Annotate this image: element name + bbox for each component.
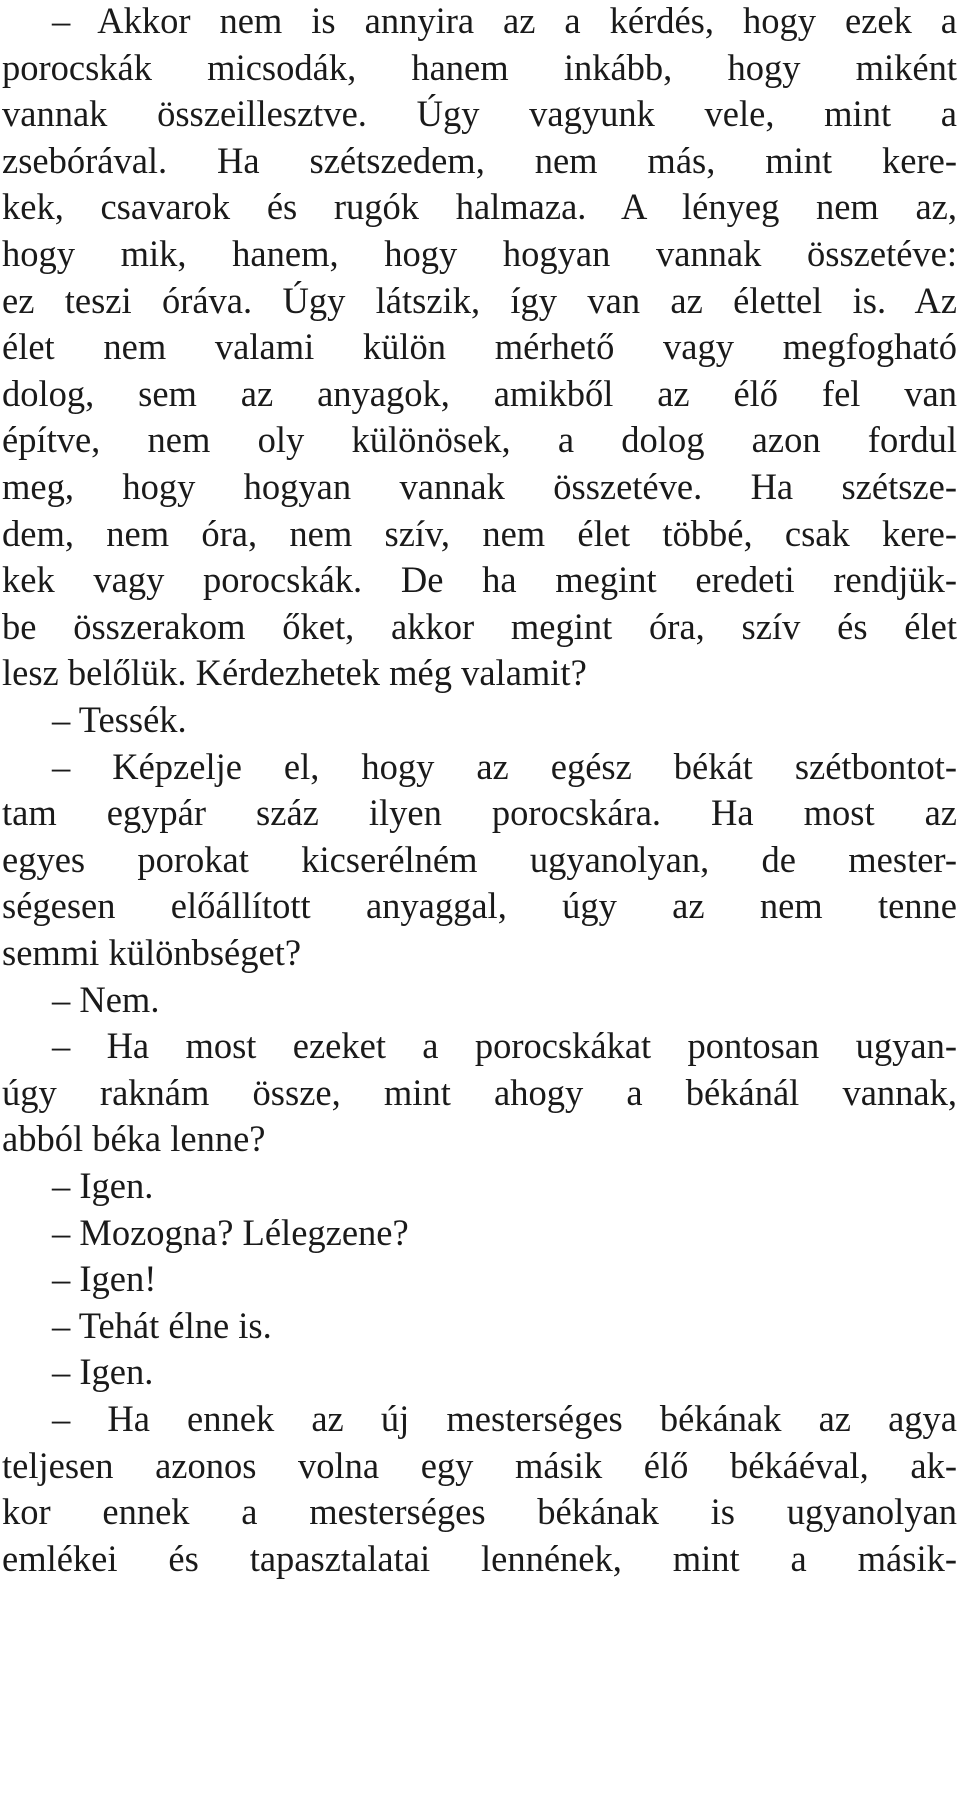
text-line: egyes porokat kicserélném ugyanolyan, de mester-	[2, 838, 957, 880]
text-line: emlékei és tapasztalatai lennének, mint a másik-	[2, 1537, 957, 1579]
text-line: – Ha most ezeket a porocskákat pontosan ugyan-	[52, 1025, 957, 1067]
text-line: vannak összeillesztve. Úgy vagyunk vele, mint a	[2, 93, 957, 135]
text-line: – Igen.	[52, 1351, 154, 1393]
text-line: porocskák micsodák, hanem inkább, hogy miként	[2, 46, 957, 88]
text-line: – Tehát élne is.	[52, 1304, 272, 1346]
text-line: – Tessék.	[52, 699, 187, 740]
text-line: dolog, sem az anyagok, amikből az élő fel van	[2, 372, 957, 414]
text-line: – Akkor nem is annyira az a kérdés, hogy ezek a	[52, 0, 957, 41]
text-line: zsebórával. Ha szétszedem, nem más, mint kere-	[2, 139, 957, 181]
text-line: – Nem.	[52, 978, 160, 1020]
text-line: ez teszi óráva. Úgy látszik, így van az élettel is. Az	[2, 279, 957, 321]
text-line: tam egypár száz ilyen porocskára. Ha most az	[2, 792, 957, 834]
text-line: kek, csavarok és rugók halmaza. A lényeg nem az,	[2, 186, 957, 228]
text-line: lesz belőlük. Kérdezhetek még valamit?	[2, 652, 587, 694]
text-line: építve, nem oly különösek, a dolog azon fordul	[2, 419, 957, 461]
text-line: semmi különbséget?	[2, 932, 302, 973]
text-line: meg, hogy hogyan vannak összetéve. Ha szétsze-	[2, 466, 957, 507]
text-line: dem, nem óra, nem szív, nem élet többé, csak kere-	[2, 512, 957, 554]
text-line: úgy raknám össze, mint ahogy a békánál vannak,	[2, 1071, 957, 1113]
text-line: teljesen azonos volna egy másik élő békáéval, ak-	[2, 1444, 957, 1486]
text-line: abból béka lenne?	[2, 1118, 266, 1160]
text-line: – Ha ennek az új mesterséges békának az agya	[52, 1398, 957, 1439]
text-line: – Képzelje el, hogy az egész békát szétbontot-	[52, 745, 957, 787]
text-line: – Igen.	[52, 1165, 154, 1206]
text-line: – Mozogna? Lélegzene?	[52, 1211, 409, 1253]
text-line: be összerakom őket, akkor megint óra, szív és élet	[2, 605, 957, 647]
text-line: – Igen!	[52, 1258, 157, 1300]
text-line: hogy mik, hanem, hogy hogyan vannak összetéve:	[2, 233, 957, 274]
text-line: élet nem valami külön mérhető vagy megfogható	[2, 326, 957, 368]
text-line: ségesen előállított anyaggal, úgy az nem tenne	[2, 885, 957, 927]
text-line: kor ennek a mesterséges békának is ugyanolyan	[2, 1491, 957, 1533]
text-line: kek vagy porocskák. De ha megint eredeti rendjük-	[2, 559, 957, 601]
